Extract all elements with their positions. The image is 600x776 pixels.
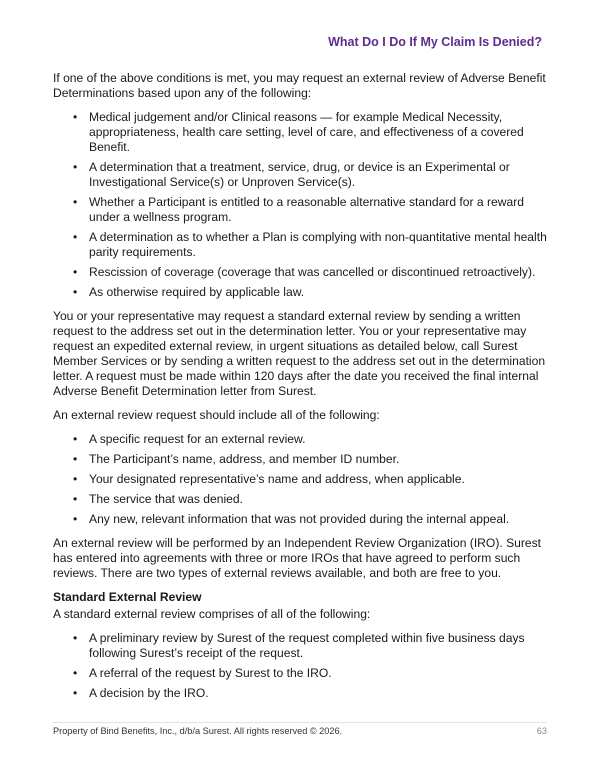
iro-paragraph: An external review will be performed by an Independent Review Organization (IRO). Surest has entered into agreements with three or more IROs that have agreed to perform such reviews. There are two types of external reviews available, and both are free to you.	[53, 536, 542, 580]
list-item: • The Participant’s name, address, and member ID number.	[89, 452, 549, 467]
section-heading: Standard External Review	[53, 590, 202, 604]
standard-review-list	[53, 631, 549, 701]
list-item: • Rescission of coverage (coverage that was cancelled or discontinued retroactively).	[89, 265, 549, 280]
list-item: • Medical judgement and/or Clinical reasons — for example Medical Necessity, appropriateness, health care setting, level of care, and effectiveness of a covered Benefit.	[89, 110, 549, 155]
intro-paragraph: If one of the above conditions is met, you may request an external review of Adverse Benefit Determinations based upon any of the following:	[53, 71, 546, 100]
include-list	[53, 432, 549, 527]
list-item: • A determination as to whether a Plan is complying with non-quantitative mental health parity requirements.	[89, 230, 549, 260]
list-item: • A determination that a treatment, service, drug, or device is an Experimental or Investigational Service(s) or Unproven Service(s).	[89, 160, 549, 190]
page-content	[53, 71, 549, 710]
include-intro: An external review request should include all of the following:	[53, 408, 380, 422]
standard-review-intro: A standard external review comprises of all of the following:	[53, 607, 371, 621]
request-paragraph: You or your representative may request a standard external review by sending a written request to the address set out in the determination letter. You or your representative may request an expedited external review, in urgent situations as detailed below, call Surest Member Services or by sending a written request to the address set out in the determination letter. A request must be made within 120 days after the date you received the final internal Adverse Benefit Determination letter from Surest.	[53, 309, 546, 398]
list-item: • Your designated representative’s name and address, when applicable.	[89, 472, 549, 487]
footer-copyright: Property of Bind Benefits, Inc., d/b/a Surest. All rights reserved © 2026.	[53, 726, 343, 736]
list-item: • As otherwise required by applicable law.	[89, 285, 549, 300]
list-item: • A preliminary review by Surest of the request completed within five business days following Surest’s receipt of the request.	[89, 631, 549, 661]
list-item: • A decision by the IRO.	[89, 686, 549, 701]
list-item: • Any new, relevant information that was not provided during the internal appeal.	[89, 512, 549, 527]
list-item: • A referral of the request by Surest to the IRO.	[89, 666, 549, 681]
page-number: 63	[536, 726, 547, 736]
page-footer	[53, 722, 547, 736]
conditions-list	[53, 110, 549, 300]
list-item: • A specific request for an external review.	[89, 432, 549, 447]
list-item: • Whether a Participant is entitled to a reasonable alternative standard for a reward under a wellness program.	[89, 195, 549, 225]
page-header-title: What Do I Do If My Claim Is Denied?	[328, 35, 542, 49]
list-item: • The service that was denied.	[89, 492, 549, 507]
